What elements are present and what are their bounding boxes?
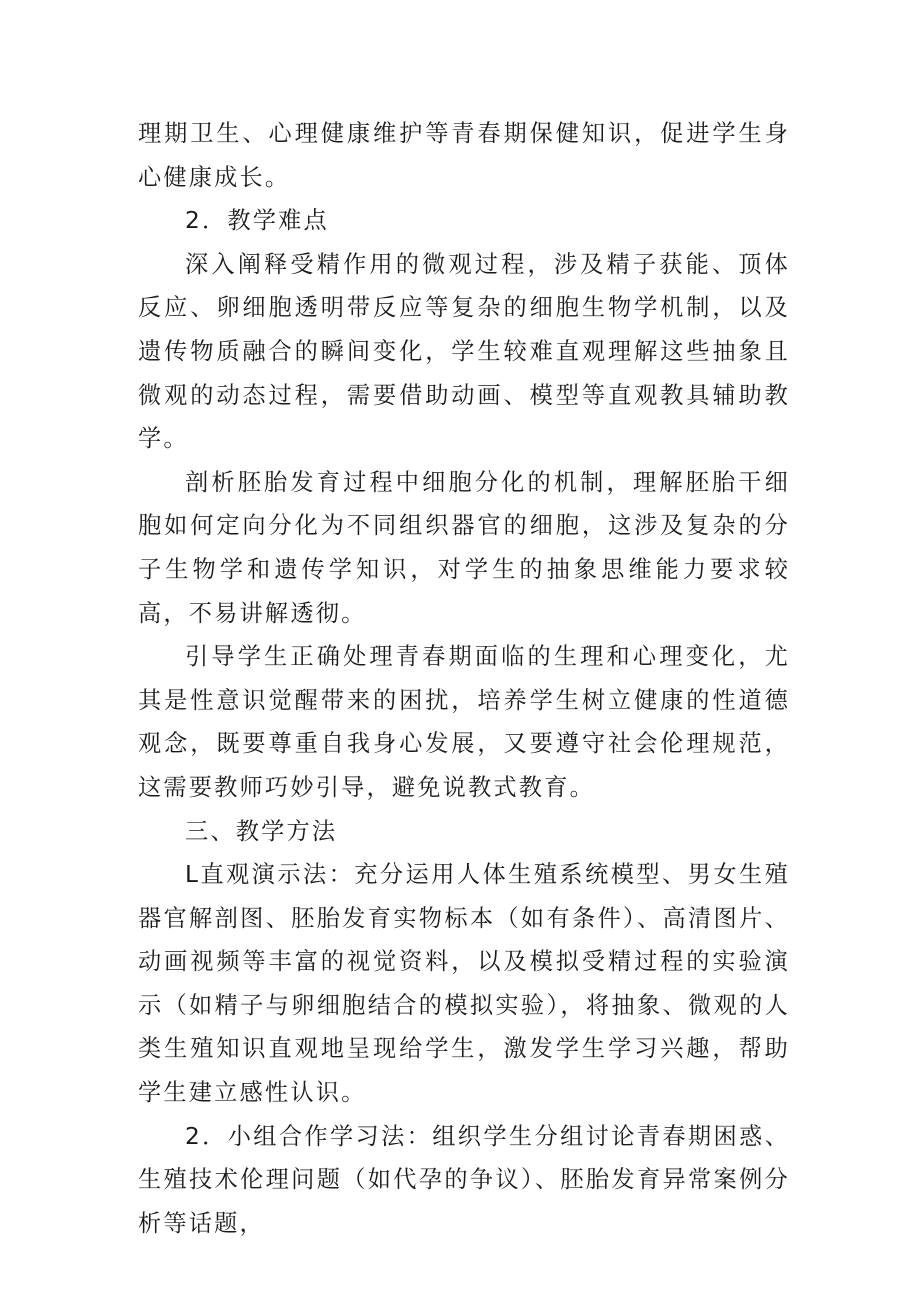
section-heading-teaching-difficulties: 2．教学难点 — [185, 207, 329, 235]
body-paragraph: 2．小组合作学习法：组织学生分组讨论青春期困惑、生殖技术伦理问题（如代孕的争议）、胚胎发育异常案例分析等话题， — [138, 1122, 790, 1237]
body-paragraph: 剖析胚胎发育过程中细胞分化的机制，理解胚胎干细胞如何定向分化为不同组织器官的细胞，这涉及复杂的分子生物学和遗传学知识，对学生的抽象思维能力要求较高，不易讲解透彻。 — [138, 468, 790, 627]
section-heading-teaching-methods: 三、教学方法 — [185, 817, 338, 845]
body-paragraph: 引导学生正确处理青春期面临的生理和心理变化，尤其是性意识觉醒带来的困扰，培养学生树立健康的性道德观念，既要尊重自我身心发展，又要遵守社会伦理规范，这需要教师巧妙引导，避免说教式教育。 — [138, 643, 790, 801]
body-paragraph: L直观演示法：充分运用人体生殖系统模型、男女生殖器官解剖图、胚胎发育实物标本（如有条件）、高清图片、动画视频等丰富的视觉资料，以及模拟受精过程的实验演示（如精子与卵细胞结合的模拟实验），将抽象、微观的人类生殖知识直观地呈现给学生，激发学生学习兴趣，帮助学生建立感性认识。 — [138, 861, 790, 1107]
body-paragraph: 理期卫生、心理健康维护等青春期保健知识，促进学生身心健康成长。 — [138, 120, 790, 191]
document-page — [138, 112, 790, 1245]
body-paragraph: 深入阐释受精作用的微观过程，涉及精子获能、顶体反应、卵细胞透明带反应等复杂的细胞生物学机制，以及遗传物质融合的瞬间变化，学生较难直观理解这些抽象且微观的动态过程，需要借助动画、模型等直观教具辅助教学。 — [138, 250, 790, 453]
